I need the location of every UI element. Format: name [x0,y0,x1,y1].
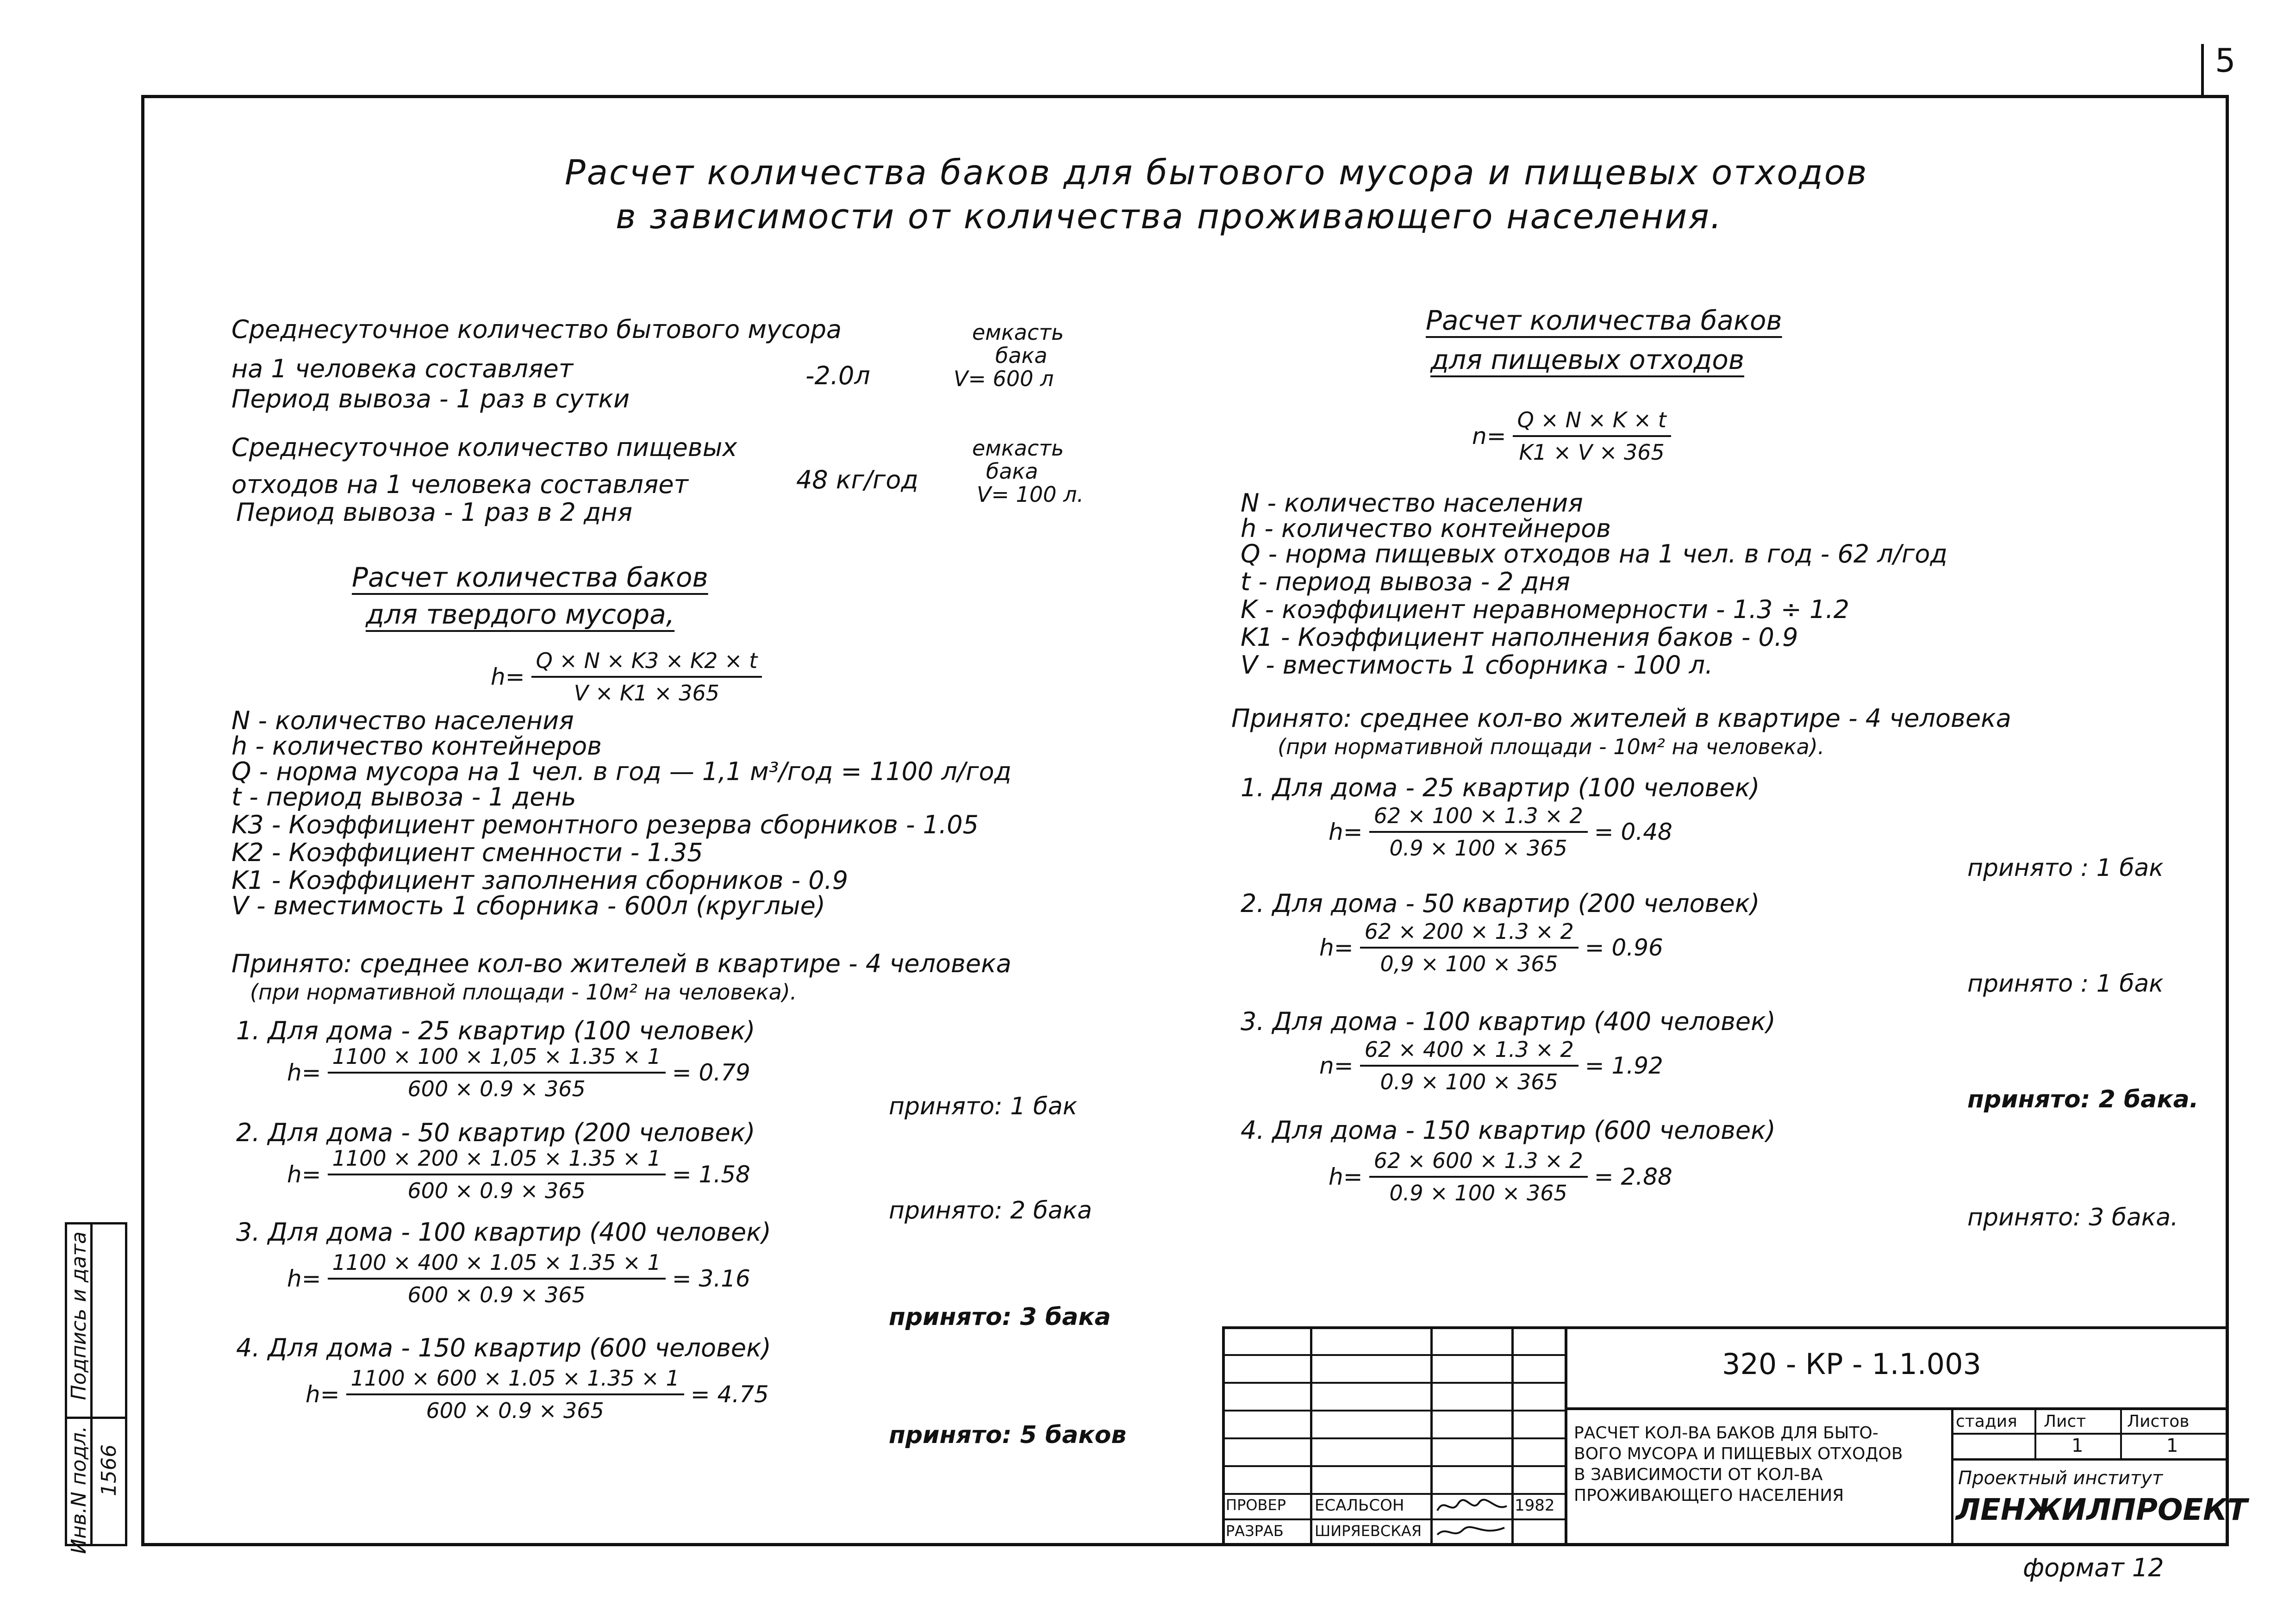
format-label: формат 12 [2023,1553,2164,1582]
tb-desc-3: В ЗАВИСИМОСТИ ОТ КОЛ-ВА [1574,1465,1823,1484]
formula-lhs: h= [491,663,525,690]
formula-lhs: h= [287,1161,321,1188]
formula-lhs: n= [1319,1052,1354,1079]
formula-lhs: h= [306,1381,340,1408]
tb-year-1: 1982 [1515,1496,1555,1515]
right-main-formula [1472,407,1678,465]
left-legend-4: K3 - Коэффициент ремонтного резерва сборников - 1.05 [231,810,979,839]
tb-vline-1 [1310,1326,1312,1546]
right-legend-4: K - коэффициент неравномерности - 1.3 ÷ 1.2 [1241,595,1849,624]
tb-sheet-label: Лист [2044,1412,2086,1431]
tb-stage-v2 [2034,1407,2036,1459]
tb-code: 320 - КР - 1.1.003 [1722,1347,1981,1381]
right-case-3-label: 3. Для дома - 100 квартир (400 человек) [1241,1007,1776,1036]
tb-vline-2 [1430,1326,1433,1546]
formula-lhs: h= [1319,934,1354,961]
formula-lhs: h= [1329,818,1363,845]
right-case-4-label: 4. Для дома - 150 квартир (600 человек) [1241,1116,1776,1145]
formula-numerator: 62 × 100 × 1.3 × 2 [1369,803,1588,833]
left-case-4-accepted: принято: 5 баков [889,1421,1127,1449]
side-inv-label: Инв.N подл. [67,1426,91,1554]
formula-lhs: n= [1472,423,1506,450]
formula-numerator: 1100 × 400 × 1.05 × 1.35 × 1 [328,1250,666,1280]
formula-numerator: 62 × 200 × 1.3 × 2 [1360,919,1578,949]
tb-hline-5 [1222,1465,1567,1467]
right-legend-2: Q - норма пищевых отходов на 1 чел. в год - 62 л/год [1241,539,1947,568]
left-case-2-label: 2. Для дома - 50 квартир (200 человек) [236,1118,755,1147]
left-case-3-label: 3. Для дома - 100 квартир (400 человек) [236,1218,771,1247]
intro1-capacity-1: емкасть [972,320,1064,345]
left-legend-3: t - период вывоза - 1 день [231,782,576,812]
tb-role-1: ПРОВЕР [1226,1496,1286,1514]
left-heading-1: Расчет количества баков [352,562,708,593]
formula-denominator: 600 × 0.9 × 365 [426,1398,604,1423]
intro2-line-1: Среднесуточное количество пищевых [231,433,737,462]
formula-result: = 1.58 [672,1161,750,1188]
intro2-capacity-3: V= 100 л. [977,482,1084,507]
tb-hline-1 [1222,1354,1567,1356]
left-case-1-accepted: принято: 1 бак [889,1093,1078,1120]
formula-result: = 4.75 [690,1381,769,1408]
intro2-line-3: Период вывоза - 1 раз в 2 дня [236,498,633,527]
right-case-4-accepted: принято: 3 бака. [1967,1204,2178,1231]
right-legend-1: h - количество контейнеров [1241,514,1611,543]
formula-numerator: 1100 × 200 × 1.05 × 1.35 × 1 [328,1146,666,1175]
formula-lhs: h= [1329,1163,1363,1190]
intro1-line-1: Среднесуточное количество бытового мусора [231,315,842,344]
tb-hline-4 [1222,1437,1567,1439]
formula-result: = 1.92 [1585,1052,1663,1079]
tb-desc-2: ВОГО МУСОРА И ПИЩЕВЫХ ОТХОДОВ [1574,1444,1903,1463]
left-case-4-label: 4. Для дома - 150 квартир (600 человек) [236,1333,771,1362]
formula-denominator: 600 × 0.9 × 365 [407,1178,586,1203]
formula-denominator: K1 × V × 365 [1519,440,1665,465]
side-inv-value: 1566 [97,1444,121,1496]
right-case-1-accepted: принято : 1 бак [1967,854,2164,882]
tb-hline-3 [1222,1410,1567,1412]
tb-sheets-value: 1 [2166,1435,2178,1456]
tb-name-2: ШИРЯЕВСКАЯ [1315,1522,1422,1540]
tb-sheets-label: Листов [2127,1412,2190,1431]
formula-denominator: 0.9 × 100 × 365 [1389,1181,1567,1206]
tb-desc-4: ПРОЖИВАЮЩЕГО НАСЕЛЕНИЯ [1574,1486,1844,1505]
formula-denominator: 600 × 0.9 × 365 [407,1076,586,1101]
intro1-value: -2.0л [805,361,870,390]
formula-result: = 0.96 [1585,934,1663,961]
left-heading-2: для твердого мусора, [366,599,675,630]
formula-result: = 2.88 [1594,1163,1672,1190]
left-legend-5: K2 - Коэффициент сменности - 1.35 [231,838,703,867]
tb-stage-label: стадия [1956,1412,2017,1431]
tb-institute-1: Проектный институт [1958,1468,2163,1489]
tb-stage-vline [1951,1407,1953,1546]
intro1-capacity-2: бака [995,343,1048,368]
title-line-2: в зависимости от количества проживающего населения. [616,197,1723,237]
left-legend-2: Q - норма мусора на 1 чел. в год — 1,1 м³/год = 1100 л/год [231,757,1011,786]
right-case-2-label: 2. Для дома - 50 квартир (200 человек) [1241,889,1760,918]
right-case-3-accepted: принято: 2 бака. [1967,1086,2199,1113]
page-number-divider [2201,44,2204,95]
right-case-2-formula [1319,919,1663,976]
left-case-4-formula [306,1366,769,1423]
formula-result: = 0.79 [672,1059,750,1086]
tb-desc-1: РАСЧЕТ КОЛ-ВА БАКОВ ДЛЯ БЫТО- [1574,1424,1878,1443]
formula-lhs: h= [287,1265,321,1292]
left-case-1-formula [287,1044,750,1101]
right-case-3-formula [1319,1037,1663,1094]
tb-code-separator [1565,1407,2229,1410]
right-legend-6: V - вместимость 1 сборника - 100 л. [1241,650,1713,680]
right-heading-2: для пищевых отходов [1430,344,1745,375]
side-stamp-hdivider [65,1417,127,1419]
signature-1-icon [1435,1494,1509,1518]
left-case-1-label: 1. Для дома - 25 квартир (100 человек) [236,1016,755,1045]
formula-result: = 3.16 [672,1265,750,1292]
formula-denominator: V × K1 × 365 [574,681,720,706]
formula-numerator: Q × N × K × t [1513,407,1671,437]
left-legend-1: h - количество контейнеров [231,731,602,761]
tb-role-2: РАЗРАБ [1226,1522,1284,1540]
left-legend-0: N - количество населения [231,706,574,735]
right-legend-0: N - количество населения [1241,488,1583,518]
formula-lhs: h= [287,1059,321,1086]
tb-stage-h2 [1951,1458,2229,1461]
title-line-1: Расчет количества баков для бытового мусора и пищевых отходов [565,153,1868,193]
tb-sheet-value: 1 [2071,1435,2084,1456]
formula-numerator: Q × N × K3 × K2 × t [531,648,762,678]
left-case-2-accepted: принято: 2 бака [889,1197,1092,1224]
side-sign-label: Подпись и дата [67,1231,91,1400]
tb-hline-7 [1222,1518,1567,1520]
formula-denominator: 600 × 0.9 × 365 [407,1282,586,1307]
left-case-3-formula [287,1250,750,1307]
intro1-line-2: на 1 человека составляет [231,354,574,383]
formula-denominator: 0.9 × 100 × 365 [1389,836,1567,861]
tb-hline-6 [1222,1493,1567,1495]
formula-numerator: 1100 × 600 × 1.05 × 1.35 × 1 [346,1366,684,1395]
right-case-1-formula [1329,803,1672,861]
tb-vline-3 [1511,1326,1514,1546]
formula-denominator: 0,9 × 100 × 365 [1380,951,1558,976]
right-legend-5: K1 - Коэффициент наполнения баков - 0.9 [1241,623,1798,652]
left-legend-6: K1 - Коэффициент заполнения сборников - 0.9 [231,866,849,895]
right-case-2-accepted: принято : 1 бак [1967,970,2164,998]
right-legend-3: t - период вывоза - 2 дня [1241,567,1571,596]
right-heading-1: Расчет количества баков [1426,305,1782,336]
left-case-2-formula [287,1146,750,1203]
left-main-formula [491,648,768,706]
right-case-4-formula [1329,1148,1672,1206]
intro1-line-3: Период вывоза - 1 раз в сутки [231,384,630,413]
intro2-value: 48 кг/год [796,465,918,494]
page-number: 5 [2215,42,2236,80]
formula-numerator: 62 × 600 × 1.3 × 2 [1369,1148,1588,1178]
intro2-line-2: отходов на 1 человека составляет [231,470,689,499]
formula-denominator: 0.9 × 100 × 365 [1380,1069,1558,1094]
right-case-1-label: 1. Для дома - 25 квартир (100 человек) [1241,773,1760,802]
intro1-capacity-3: V= 600 л [954,366,1054,391]
left-case-3-accepted: принято: 3 бака [889,1303,1111,1331]
intro2-capacity-2: бака [986,459,1038,484]
tb-vline-4 [1565,1326,1567,1546]
tb-name-1: ЕСАЛЬСОН [1315,1496,1404,1515]
left-accepted-1: Принято: среднее кол-во жителей в квартире - 4 человека [231,949,1011,978]
formula-result: = 0.48 [1594,818,1672,845]
left-legend-7: V - вместимость 1 сборника - 600л (круглые) [231,891,825,920]
right-accepted-1: Принято: среднее кол-во жителей в квартире - 4 человека [1231,704,2011,733]
left-accepted-2: (при нормативной площади - 10м² на человека). [250,980,797,1005]
intro2-capacity-1: емкасть [972,436,1064,461]
tb-institute-2: ЛЕНЖИЛПРОЕКТ [1956,1493,2248,1527]
signature-2-icon [1435,1521,1509,1544]
formula-numerator: 1100 × 100 × 1,05 × 1.35 × 1 [328,1044,666,1074]
formula-numerator: 62 × 400 × 1.3 × 2 [1360,1037,1578,1067]
tb-stage-v3 [2120,1407,2122,1459]
right-accepted-2: (при нормативной площади - 10м² на человека). [1278,734,1825,759]
tb-stage-h1 [1951,1433,2229,1435]
tb-hline-2 [1222,1382,1567,1384]
